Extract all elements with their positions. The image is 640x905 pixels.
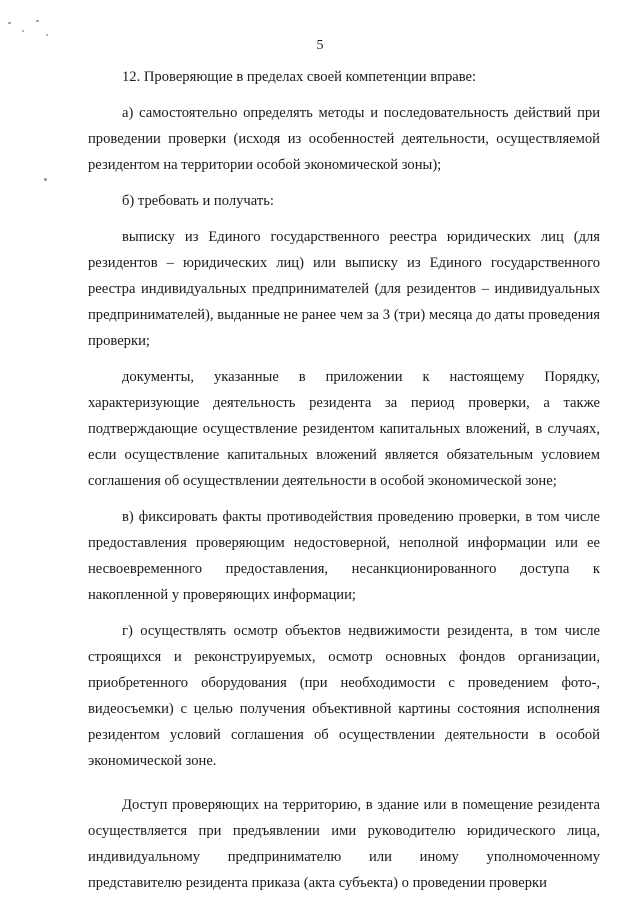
scan-speck <box>44 178 47 181</box>
scan-speck <box>22 30 24 32</box>
paragraph-b: б) требовать и получать: <box>122 193 274 209</box>
paragraph-documents: документы, указанные в приложении к настоящему Порядку, характеризующие деятельность резидента за период проверки, а также подтверждающие осуществление резидентом капитальных вложений, в случаях, если осуществление капитальных вложений является обязательным условием соглашения об осуществлении деятельности в особой экономической зоне; <box>88 369 600 489</box>
page-number: 5 <box>316 38 324 53</box>
paragraph-access: Доступ проверяющих на территорию, в здание или в помещение резидента осуществляется при предъявлении ими руководителю юридического лица, индивидуальному предпринимателю или иному уполномоченному представителю резидента приказа (акта субъекта) о проведении проверки <box>88 797 600 891</box>
scan-speck <box>46 34 48 36</box>
scan-speck <box>36 20 39 22</box>
paragraph-g: г) осуществлять осмотр объектов недвижимости резидента, в том числе строящихся и реконструируемых, осмотр основных фондов организации, приобретенного оборудования (при необходимости с проведением фото-, видеосъемки) с целью получения объективной картины состояния исполнения резидентом условий соглашения об осуществлении деятельности в особой экономической зоне. <box>88 623 600 769</box>
paragraph-v: в) фиксировать факты противодействия проведению проверки, в том числе предоставления проверяющим недостоверной, неполной информации или ее несвоевременного предоставления, несанкционированного доступа к накопленной у проверяющих информации; <box>88 509 600 603</box>
paragraph-a: а) самостоятельно определять методы и последовательность действий при проведении проверки (исходя из особенностей деятельности, осуществляемой резидентом на территории особой экономической зоны); <box>88 105 600 173</box>
scan-speck <box>8 22 11 24</box>
document-body <box>88 64 600 896</box>
paragraph-12-intro: 12. Проверяющие в пределах своей компетенции вправе: <box>122 69 477 85</box>
paragraph-extract: выписку из Единого государственного реестра юридических лиц (для резидентов – юридических лиц) или выписку из Единого государственного реестра индивидуальных предпринимателей (для резидентов – индивидуальных предпринимателей), выданные не ранее чем за 3 (три) месяца до даты проведения проверки; <box>88 229 600 349</box>
